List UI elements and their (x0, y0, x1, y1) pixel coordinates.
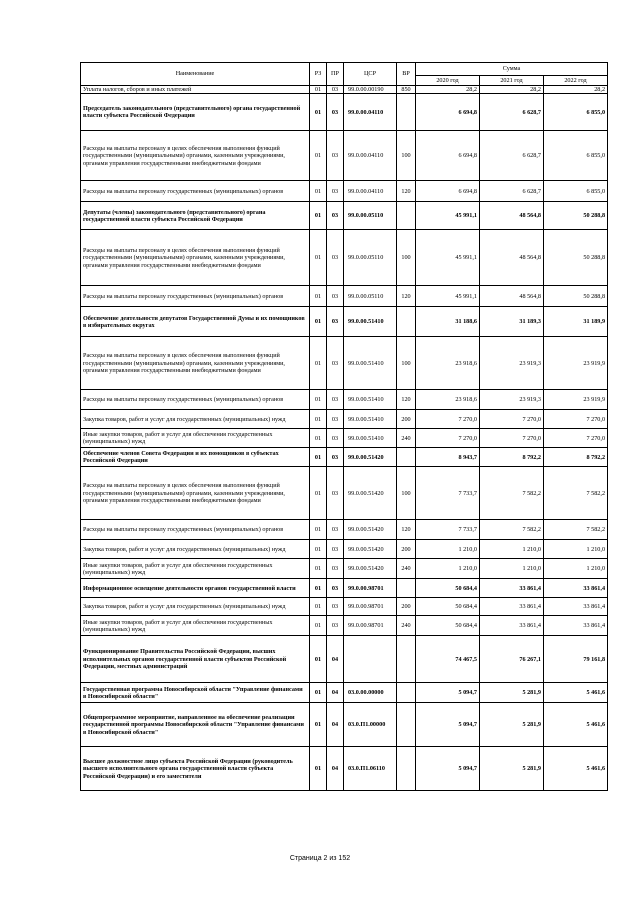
cell-name: Уплата налогов, сборов и иных платежей (81, 86, 310, 94)
cell-2021: 33 861,4 (480, 616, 544, 636)
cell-vr: 100 (397, 467, 416, 520)
cell-rz: 01 (310, 94, 327, 131)
cell-2020: 6 694,8 (416, 94, 480, 131)
cell-name: Расходы на выплаты персоналу государственных (муниципальных) органов (81, 181, 310, 202)
cell-2022: 5 461,6 (544, 703, 608, 747)
cell-name: Закупка товаров, работ и услуг для государственных (муниципальных) нужд (81, 410, 310, 429)
page-number-label: Страница 2 из 152 (289, 855, 351, 862)
cell-name: Расходы на выплаты персоналу в целях обеспечения выполнения функций государственными (муниципальными) органами, казенными учреждениями, органами управления государственными внебюджетными фондами (81, 337, 310, 390)
cell-rz: 01 (310, 448, 327, 467)
cell-2021: 8 792,2 (480, 448, 544, 467)
header-sum: Сумма (416, 63, 608, 76)
cell-rz: 01 (310, 390, 327, 410)
cell-csr: 99.0.00.51410 (344, 337, 397, 390)
cell-name: Иные закупки товаров, работ и услуг для обеспечения государственных (муниципальных) нужд (81, 559, 310, 579)
cell-2020: 6 694,8 (416, 181, 480, 202)
cell-name: Закупка товаров, работ и услуг для государственных (муниципальных) нужд (81, 540, 310, 559)
cell-2021: 5 281,9 (480, 683, 544, 703)
cell-name: Расходы на выплаты персоналу в целях обеспечения выполнения функций государственными (муниципальными) органами, казенными учреждениями, органами управления государственными внебюджетными фондами (81, 131, 310, 181)
header-pr: ПР (327, 63, 344, 86)
cell-csr: 99.0.00.51410 (344, 410, 397, 429)
cell-csr: 03.0.П1.00000 (344, 703, 397, 747)
cell-2021: 76 267,1 (480, 636, 544, 683)
cell-rz: 01 (310, 703, 327, 747)
cell-2020: 7 270,0 (416, 429, 480, 448)
cell-name: Председатель законодательного (представительного) органа государственной власти субъекта Российской Федерации (81, 94, 310, 131)
cell-2021: 23 919,3 (480, 337, 544, 390)
cell-pr: 03 (327, 520, 344, 540)
cell-vr (397, 683, 416, 703)
cell-vr: 120 (397, 390, 416, 410)
cell-2020: 7 733,7 (416, 520, 480, 540)
cell-2022: 8 792,2 (544, 448, 608, 467)
cell-csr: 99.0.00.51420 (344, 448, 397, 467)
cell-name: Расходы на выплаты персоналу в целях обеспечения выполнения функций государственными (муниципальными) органами, казенными учреждениями, органами управления государственными внебюджетными фондами (81, 230, 310, 286)
cell-csr: 99.0.00.04110 (344, 131, 397, 181)
cell-csr: 99.0.00.51410 (344, 429, 397, 448)
cell-name: Расходы на выплаты персоналу государственных (муниципальных) органов (81, 520, 310, 540)
table-row (81, 520, 608, 540)
cell-vr (397, 307, 416, 337)
table-header-row-top (81, 63, 608, 76)
cell-2021: 6 628,7 (480, 131, 544, 181)
cell-pr: 03 (327, 230, 344, 286)
cell-vr (397, 703, 416, 747)
table-row (81, 307, 608, 337)
cell-rz: 01 (310, 337, 327, 390)
cell-csr: 99.0.00.05110 (344, 230, 397, 286)
cell-csr (344, 636, 397, 683)
cell-name: Государственная программа Новосибирской области "Управление финансами в Новосибирской области" (81, 683, 310, 703)
cell-vr (397, 94, 416, 131)
cell-2022: 33 861,4 (544, 616, 608, 636)
cell-vr: 120 (397, 286, 416, 307)
cell-pr: 03 (327, 286, 344, 307)
cell-rz: 01 (310, 286, 327, 307)
cell-csr: 99.0.00.51420 (344, 520, 397, 540)
cell-2022: 50 288,8 (544, 230, 608, 286)
cell-2021: 7 270,0 (480, 410, 544, 429)
cell-name: Закупка товаров, работ и услуг для государственных (муниципальных) нужд (81, 598, 310, 616)
cell-pr: 03 (327, 540, 344, 559)
cell-2021: 48 564,8 (480, 286, 544, 307)
cell-2021: 33 861,4 (480, 579, 544, 598)
cell-rz: 01 (310, 202, 327, 230)
cell-rz: 01 (310, 230, 327, 286)
table-row (81, 94, 608, 131)
cell-pr: 03 (327, 131, 344, 181)
cell-2020: 5 094,7 (416, 747, 480, 791)
cell-2021: 48 564,8 (480, 230, 544, 286)
cell-name: Общепрограммное мероприятие, направленное на обеспечение реализации государственной программы Новосибирской области "Управление финансами в Новосибирской области" (81, 703, 310, 747)
cell-2021: 1 210,0 (480, 540, 544, 559)
cell-rz: 01 (310, 181, 327, 202)
cell-2020: 5 094,7 (416, 703, 480, 747)
table-row (81, 747, 608, 791)
table-row (81, 467, 608, 520)
cell-2022: 23 919,9 (544, 337, 608, 390)
cell-csr: 99.0.00.04110 (344, 94, 397, 131)
table-row (81, 230, 608, 286)
cell-2021: 6 628,7 (480, 181, 544, 202)
cell-2021: 7 582,2 (480, 520, 544, 540)
cell-2022: 50 288,8 (544, 202, 608, 230)
cell-2022: 6 855,0 (544, 94, 608, 131)
cell-pr: 03 (327, 559, 344, 579)
cell-name: Функционирование Правительства Российской Федерации, высших исполнительных органов государственной власти субъектов Российской Федерации, местных администраций (81, 636, 310, 683)
cell-csr: 99.0.00.05110 (344, 202, 397, 230)
cell-pr: 03 (327, 337, 344, 390)
cell-csr: 99.0.00.98701 (344, 616, 397, 636)
cell-2021: 7 270,0 (480, 429, 544, 448)
cell-pr: 03 (327, 448, 344, 467)
table-row (81, 636, 608, 683)
cell-vr (397, 579, 416, 598)
cell-2022: 5 461,6 (544, 683, 608, 703)
cell-rz: 01 (310, 636, 327, 683)
table-row (81, 540, 608, 559)
header-name: Наименование (81, 63, 310, 86)
cell-2021: 5 281,9 (480, 747, 544, 791)
cell-pr: 03 (327, 467, 344, 520)
cell-pr: 03 (327, 429, 344, 448)
cell-pr: 04 (327, 636, 344, 683)
cell-csr: 99.0.00.51410 (344, 390, 397, 410)
cell-2021: 1 210,0 (480, 559, 544, 579)
cell-vr: 200 (397, 598, 416, 616)
cell-csr: 03.0.00.00000 (344, 683, 397, 703)
header-csr: ЦСР (344, 63, 397, 86)
cell-2020: 50 684,4 (416, 616, 480, 636)
cell-name: Обеспечение деятельности депутатов Государственной Думы и их помощников в избирательных округах (81, 307, 310, 337)
cell-rz: 01 (310, 307, 327, 337)
cell-rz: 01 (310, 683, 327, 703)
cell-name: Обеспечение членов Совета Федерации и их помощников в субъектах Российской Федерации (81, 448, 310, 467)
table-row (81, 181, 608, 202)
page-footer (0, 855, 640, 862)
cell-2020: 6 694,8 (416, 131, 480, 181)
table-row (81, 202, 608, 230)
table-row (81, 579, 608, 598)
cell-vr: 120 (397, 181, 416, 202)
cell-vr: 240 (397, 616, 416, 636)
cell-2020: 8 943,7 (416, 448, 480, 467)
cell-rz: 01 (310, 616, 327, 636)
cell-name: Расходы на выплаты персоналу государственных (муниципальных) органов (81, 286, 310, 307)
cell-rz: 01 (310, 540, 327, 559)
cell-pr: 03 (327, 307, 344, 337)
cell-2020: 1 210,0 (416, 540, 480, 559)
cell-name: Информационное освещение деятельности органов государственной власти (81, 579, 310, 598)
cell-vr: 120 (397, 520, 416, 540)
table-row (81, 683, 608, 703)
cell-pr: 03 (327, 202, 344, 230)
cell-pr: 03 (327, 598, 344, 616)
table-row (81, 286, 608, 307)
budget-table-sheet (80, 62, 607, 791)
header-rz: РЗ (310, 63, 327, 86)
cell-2022: 23 919,9 (544, 390, 608, 410)
cell-rz: 01 (310, 467, 327, 520)
cell-name: Расходы на выплаты персоналу в целях обеспечения выполнения функций государственными (муниципальными) органами, казенными учреждениями, органами управления государственными внебюджетными фондами (81, 467, 310, 520)
cell-vr: 850 (397, 86, 416, 94)
cell-2022: 1 210,0 (544, 540, 608, 559)
cell-csr: 99.0.00.51410 (344, 307, 397, 337)
cell-vr: 100 (397, 131, 416, 181)
cell-name: Иные закупки товаров, работ и услуг для обеспечения государственных (муниципальных) нужд (81, 429, 310, 448)
cell-2020: 1 210,0 (416, 559, 480, 579)
cell-2020: 23 918,6 (416, 390, 480, 410)
cell-2022: 1 210,0 (544, 559, 608, 579)
cell-2021: 33 861,4 (480, 598, 544, 616)
cell-2020: 28,2 (416, 86, 480, 94)
cell-2021: 7 582,2 (480, 467, 544, 520)
cell-vr (397, 202, 416, 230)
cell-pr: 03 (327, 410, 344, 429)
cell-2020: 7 270,0 (416, 410, 480, 429)
table-row (81, 616, 608, 636)
cell-2021: 31 189,3 (480, 307, 544, 337)
cell-vr: 240 (397, 429, 416, 448)
cell-2020: 23 918,6 (416, 337, 480, 390)
cell-2020: 50 684,4 (416, 598, 480, 616)
table-row (81, 131, 608, 181)
cell-rz: 01 (310, 86, 327, 94)
cell-2022: 7 270,0 (544, 410, 608, 429)
cell-2022: 7 582,2 (544, 467, 608, 520)
cell-2022: 7 270,0 (544, 429, 608, 448)
table-row (81, 337, 608, 390)
table-row (81, 410, 608, 429)
cell-csr: 99.0.00.04110 (344, 181, 397, 202)
cell-2020: 7 733,7 (416, 467, 480, 520)
table-row (81, 703, 608, 747)
cell-2022: 6 855,0 (544, 181, 608, 202)
cell-rz: 01 (310, 559, 327, 579)
cell-2022: 7 582,2 (544, 520, 608, 540)
cell-2022: 31 189,9 (544, 307, 608, 337)
table-row (81, 448, 608, 467)
cell-rz: 01 (310, 520, 327, 540)
cell-pr: 03 (327, 616, 344, 636)
cell-2020: 5 094,7 (416, 683, 480, 703)
header-year-2022: 2022 год (544, 76, 608, 86)
cell-pr: 04 (327, 683, 344, 703)
cell-csr: 99.0.00.51420 (344, 467, 397, 520)
cell-2020: 45 991,1 (416, 230, 480, 286)
cell-name: Высшее должностное лицо субъекта Российской Федерации (руководитель высшего исполнительного органа государственной власти субъекта Российской Федерации) и его заместители (81, 747, 310, 791)
budget-table (80, 62, 608, 791)
cell-name: Иные закупки товаров, работ и услуг для обеспечения государственных (муниципальных) нужд (81, 616, 310, 636)
cell-csr: 99.0.00.00190 (344, 86, 397, 94)
cell-csr: 99.0.00.51420 (344, 559, 397, 579)
cell-name: Депутаты (члены) законодательного (представительного) органа государственной власти субъекта Российской Федерации (81, 202, 310, 230)
cell-rz: 01 (310, 410, 327, 429)
cell-2022: 33 861,4 (544, 579, 608, 598)
table-row (81, 598, 608, 616)
cell-2022: 28,2 (544, 86, 608, 94)
cell-csr: 99.0.00.51420 (344, 540, 397, 559)
table-row (81, 559, 608, 579)
cell-2022: 5 461,6 (544, 747, 608, 791)
cell-2021: 6 628,7 (480, 94, 544, 131)
cell-name: Расходы на выплаты персоналу государственных (муниципальных) органов (81, 390, 310, 410)
cell-csr: 99.0.00.98701 (344, 598, 397, 616)
cell-pr: 03 (327, 94, 344, 131)
cell-vr (397, 747, 416, 791)
table-row (81, 390, 608, 410)
cell-2020: 45 991,1 (416, 286, 480, 307)
cell-csr: 03.0.П1.06110 (344, 747, 397, 791)
table-row (81, 86, 608, 94)
cell-2021: 48 564,8 (480, 202, 544, 230)
header-year-2021: 2021 год (480, 76, 544, 86)
header-year-2020: 2020 год (416, 76, 480, 86)
cell-2021: 5 281,9 (480, 703, 544, 747)
cell-2022: 33 861,4 (544, 598, 608, 616)
cell-2022: 6 855,0 (544, 131, 608, 181)
cell-pr: 03 (327, 181, 344, 202)
cell-rz: 01 (310, 579, 327, 598)
cell-2020: 74 467,5 (416, 636, 480, 683)
cell-vr: 200 (397, 540, 416, 559)
cell-vr (397, 636, 416, 683)
cell-pr: 03 (327, 579, 344, 598)
cell-pr: 04 (327, 747, 344, 791)
cell-vr: 100 (397, 337, 416, 390)
cell-vr: 200 (397, 410, 416, 429)
cell-2021: 23 919,3 (480, 390, 544, 410)
cell-pr: 03 (327, 86, 344, 94)
cell-2020: 31 188,6 (416, 307, 480, 337)
cell-2022: 50 288,8 (544, 286, 608, 307)
cell-2021: 28,2 (480, 86, 544, 94)
cell-2022: 79 161,8 (544, 636, 608, 683)
cell-csr: 99.0.00.05110 (344, 286, 397, 307)
cell-vr: 240 (397, 559, 416, 579)
table-row (81, 429, 608, 448)
cell-pr: 04 (327, 703, 344, 747)
cell-vr (397, 448, 416, 467)
header-vr: ВР (397, 63, 416, 86)
cell-rz: 01 (310, 131, 327, 181)
cell-rz: 01 (310, 747, 327, 791)
cell-2020: 45 991,1 (416, 202, 480, 230)
cell-csr: 99.0.00.98701 (344, 579, 397, 598)
cell-2020: 50 684,4 (416, 579, 480, 598)
cell-pr: 03 (327, 390, 344, 410)
cell-rz: 01 (310, 598, 327, 616)
cell-rz: 01 (310, 429, 327, 448)
cell-vr: 100 (397, 230, 416, 286)
